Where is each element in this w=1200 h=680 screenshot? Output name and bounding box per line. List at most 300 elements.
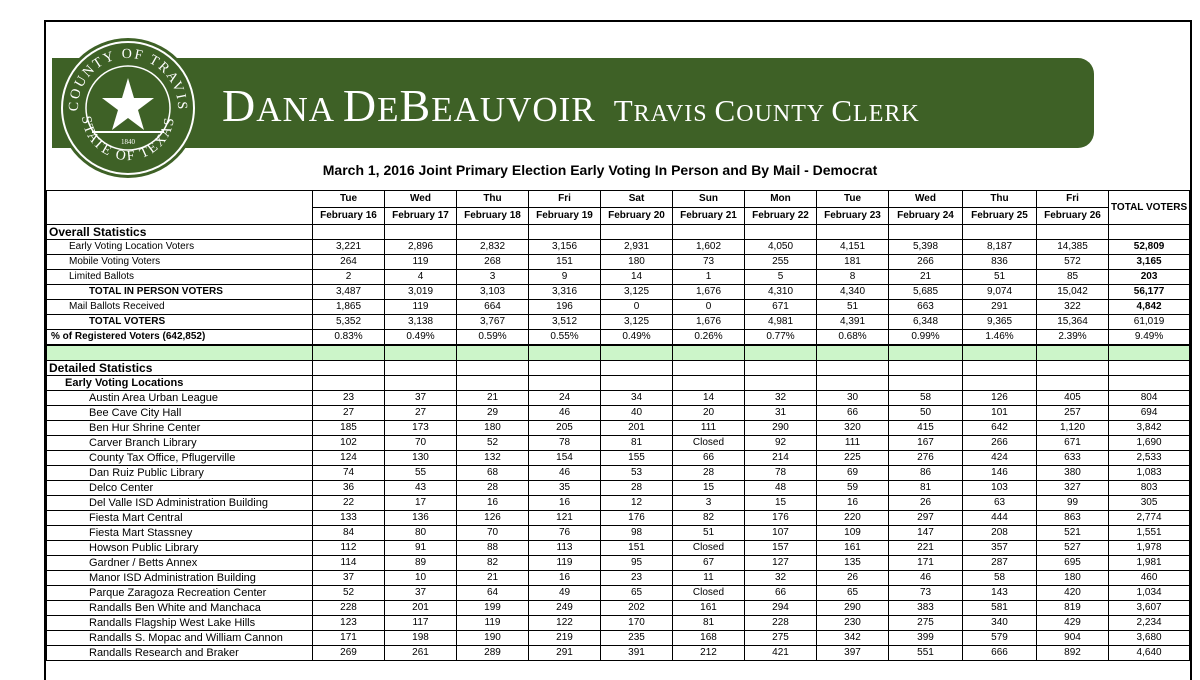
value-cell: 102 — [313, 436, 385, 451]
value-cell: 67 — [673, 556, 745, 571]
value-cell: 76 — [529, 526, 601, 541]
value-cell: 15 — [673, 481, 745, 496]
empty-cell — [963, 376, 1037, 391]
value-cell: 111 — [673, 421, 745, 436]
value-cell: Closed — [673, 541, 745, 556]
empty-cell — [745, 376, 817, 391]
value-cell: 16 — [817, 496, 889, 511]
value-cell: 892 — [1037, 646, 1109, 661]
empty-cell — [457, 361, 529, 376]
empty-cell — [1109, 225, 1190, 240]
value-cell: 8 — [817, 270, 889, 285]
value-cell: 73 — [889, 586, 963, 601]
day-header: Thu — [457, 191, 529, 208]
value-cell: 23 — [601, 571, 673, 586]
clerk-brand — [222, 79, 920, 132]
day-header: Fri — [529, 191, 601, 208]
value-cell: 65 — [817, 586, 889, 601]
empty-cell — [963, 361, 1037, 376]
value-cell: 122 — [529, 616, 601, 631]
value-cell: 52 — [457, 436, 529, 451]
value-cell: 119 — [529, 556, 601, 571]
value-cell: 4,340 — [817, 285, 889, 300]
location-row — [47, 436, 1190, 451]
location-row — [47, 646, 1190, 661]
empty-cell — [963, 345, 1037, 361]
empty-cell — [745, 345, 817, 361]
value-cell: 29 — [457, 406, 529, 421]
value-cell: 340 — [963, 616, 1037, 631]
location-name: Ben Hur Shrine Center — [47, 421, 313, 436]
location-row — [47, 616, 1190, 631]
value-cell: 0.68% — [817, 330, 889, 346]
row-total: 61,019 — [1109, 315, 1190, 330]
value-cell: 101 — [963, 406, 1037, 421]
value-cell: 51 — [673, 526, 745, 541]
value-cell: 151 — [529, 255, 601, 270]
registered-voters-pct-row — [47, 330, 1190, 346]
day-header: Wed — [889, 191, 963, 208]
row-total: 305 — [1109, 496, 1190, 511]
value-cell: 357 — [963, 541, 1037, 556]
value-cell: 1,865 — [313, 300, 385, 315]
value-cell: 276 — [889, 451, 963, 466]
value-cell: 161 — [817, 541, 889, 556]
value-cell: 579 — [963, 631, 1037, 646]
value-cell: 103 — [963, 481, 1037, 496]
value-cell: 167 — [889, 436, 963, 451]
document-title: March 1, 2016 Joint Primary Election Early Voting In Person and By Mail - Democrat — [322, 162, 878, 178]
value-cell: 117 — [385, 616, 457, 631]
value-cell: 294 — [745, 601, 817, 616]
empty-cell — [313, 361, 385, 376]
value-cell: 287 — [963, 556, 1037, 571]
empty-cell — [601, 225, 673, 240]
header-days-row — [47, 191, 1190, 208]
row-total: 2,234 — [1109, 616, 1190, 631]
value-cell: 132 — [457, 451, 529, 466]
value-cell: 205 — [529, 421, 601, 436]
empty-cell — [889, 345, 963, 361]
value-cell: 86 — [889, 466, 963, 481]
value-cell: 2 — [313, 270, 385, 285]
overall-row — [47, 315, 1190, 330]
location-name: Howson Public Library — [47, 541, 313, 556]
value-cell: 3 — [673, 496, 745, 511]
date-header: February 18 — [457, 208, 529, 225]
row-label: TOTAL IN PERSON VOTERS — [47, 285, 313, 300]
empty-cell — [457, 225, 529, 240]
value-cell: 3,138 — [385, 315, 457, 330]
value-cell: 235 — [601, 631, 673, 646]
value-cell: 82 — [673, 511, 745, 526]
row-total: 803 — [1109, 481, 1190, 496]
value-cell: 15 — [745, 496, 817, 511]
value-cell: 249 — [529, 601, 601, 616]
value-cell: 3,125 — [601, 315, 673, 330]
row-total: 460 — [1109, 571, 1190, 586]
value-cell: 415 — [889, 421, 963, 436]
overall-row — [47, 240, 1190, 255]
location-row — [47, 511, 1190, 526]
value-cell: 0.49% — [601, 330, 673, 346]
empty-cell — [313, 345, 385, 361]
value-cell: 291 — [963, 300, 1037, 315]
value-cell: 155 — [601, 451, 673, 466]
value-cell: 70 — [385, 436, 457, 451]
location-row — [47, 586, 1190, 601]
empty-cell — [673, 361, 745, 376]
location-row — [47, 496, 1190, 511]
empty-cell — [745, 361, 817, 376]
value-cell: 180 — [601, 255, 673, 270]
empty-cell — [817, 225, 889, 240]
value-cell: 26 — [889, 496, 963, 511]
value-cell: 66 — [673, 451, 745, 466]
value-cell: 26 — [817, 571, 889, 586]
location-name: Parque Zaragoza Recreation Center — [47, 586, 313, 601]
value-cell: 291 — [529, 646, 601, 661]
value-cell: 78 — [529, 436, 601, 451]
empty-cell — [1037, 376, 1109, 391]
value-cell: 289 — [457, 646, 529, 661]
location-name: Austin Area Urban League — [47, 391, 313, 406]
value-cell: 171 — [889, 556, 963, 571]
value-cell: 4,981 — [745, 315, 817, 330]
value-cell: 12 — [601, 496, 673, 511]
overall-row — [47, 300, 1190, 315]
value-cell: 52 — [313, 586, 385, 601]
value-cell: 1,676 — [673, 285, 745, 300]
empty-cell — [673, 345, 745, 361]
value-cell: 8,187 — [963, 240, 1037, 255]
date-header: February 26 — [1037, 208, 1109, 225]
value-cell: 322 — [1037, 300, 1109, 315]
clerk-office: TRAVIS COUNTY CLERK — [613, 93, 920, 128]
value-cell: 228 — [313, 601, 385, 616]
empty-cell — [673, 376, 745, 391]
value-cell: 444 — [963, 511, 1037, 526]
row-total: 1,978 — [1109, 541, 1190, 556]
value-cell: 32 — [745, 391, 817, 406]
value-cell: 342 — [817, 631, 889, 646]
location-name: Dan Ruiz Public Library — [47, 466, 313, 481]
value-cell: 2,931 — [601, 240, 673, 255]
value-cell: 2,896 — [385, 240, 457, 255]
value-cell: 269 — [313, 646, 385, 661]
value-cell: 126 — [963, 391, 1037, 406]
value-cell: 58 — [889, 391, 963, 406]
value-cell: 4,151 — [817, 240, 889, 255]
value-cell: 219 — [529, 631, 601, 646]
location-row — [47, 481, 1190, 496]
day-header: Mon — [745, 191, 817, 208]
value-cell: 171 — [313, 631, 385, 646]
value-cell: 81 — [673, 616, 745, 631]
location-name: County Tax Office, Pflugerville — [47, 451, 313, 466]
value-cell: 98 — [601, 526, 673, 541]
early-voting-table — [46, 190, 1190, 661]
seal-top-text: COUNTY OF TRAVIS — [66, 46, 190, 112]
value-cell: 119 — [385, 300, 457, 315]
value-cell: 55 — [385, 466, 457, 481]
value-cell: 4,391 — [817, 315, 889, 330]
value-cell: 4 — [385, 270, 457, 285]
value-cell: 22 — [313, 496, 385, 511]
value-cell: 201 — [385, 601, 457, 616]
value-cell: 135 — [817, 556, 889, 571]
location-name: Carver Branch Library — [47, 436, 313, 451]
row-total: 203 — [1109, 270, 1190, 285]
overall-row — [47, 285, 1190, 300]
location-row — [47, 631, 1190, 646]
value-cell: 663 — [889, 300, 963, 315]
value-cell: 2,832 — [457, 240, 529, 255]
value-cell: 3,103 — [457, 285, 529, 300]
empty-cell — [313, 376, 385, 391]
empty-cell — [385, 361, 457, 376]
value-cell: 80 — [385, 526, 457, 541]
value-cell: 220 — [817, 511, 889, 526]
value-cell: 130 — [385, 451, 457, 466]
value-cell: 320 — [817, 421, 889, 436]
empty-cell — [601, 345, 673, 361]
value-cell: 119 — [385, 255, 457, 270]
row-total: 1,034 — [1109, 586, 1190, 601]
empty-cell — [963, 225, 1037, 240]
empty-cell — [817, 361, 889, 376]
value-cell: 81 — [889, 481, 963, 496]
value-cell: 327 — [1037, 481, 1109, 496]
location-name: Randalls Flagship West Lake Hills — [47, 616, 313, 631]
value-cell: 81 — [601, 436, 673, 451]
location-row — [47, 541, 1190, 556]
value-cell: 904 — [1037, 631, 1109, 646]
location-name: Delco Center — [47, 481, 313, 496]
value-cell: 51 — [817, 300, 889, 315]
value-cell: 5 — [745, 270, 817, 285]
value-cell: 190 — [457, 631, 529, 646]
value-cell: 21 — [457, 391, 529, 406]
value-cell: 3,019 — [385, 285, 457, 300]
value-cell: 0 — [601, 300, 673, 315]
value-cell: 185 — [313, 421, 385, 436]
value-cell: 221 — [889, 541, 963, 556]
row-total: 4,842 — [1109, 300, 1190, 315]
value-cell: 121 — [529, 511, 601, 526]
overall-heading-row — [47, 225, 1190, 240]
value-cell: 671 — [745, 300, 817, 315]
row-label: Early Voting Location Voters — [47, 240, 313, 255]
row-label: TOTAL VOTERS — [47, 315, 313, 330]
value-cell: 126 — [457, 511, 529, 526]
empty-cell — [457, 345, 529, 361]
value-cell: 43 — [385, 481, 457, 496]
value-cell: 3,512 — [529, 315, 601, 330]
value-cell: 521 — [1037, 526, 1109, 541]
value-cell: 3,221 — [313, 240, 385, 255]
value-cell: 9,365 — [963, 315, 1037, 330]
value-cell: 89 — [385, 556, 457, 571]
row-total: 3,607 — [1109, 601, 1190, 616]
value-cell: 0.55% — [529, 330, 601, 346]
row-label: Limited Ballots — [47, 270, 313, 285]
empty-cell — [889, 225, 963, 240]
location-name: Randalls Research and Braker — [47, 646, 313, 661]
value-cell: 1.46% — [963, 330, 1037, 346]
value-cell: 1,120 — [1037, 421, 1109, 436]
day-header: Sun — [673, 191, 745, 208]
value-cell: 199 — [457, 601, 529, 616]
value-cell: 143 — [963, 586, 1037, 601]
value-cell: 37 — [385, 391, 457, 406]
value-cell: 82 — [457, 556, 529, 571]
location-name: Fiesta Mart Stassney — [47, 526, 313, 541]
row-label: Mail Ballots Received — [47, 300, 313, 315]
location-name: Randalls S. Mopac and William Cannon — [47, 631, 313, 646]
empty-cell — [1109, 376, 1190, 391]
detailed-heading-row — [47, 361, 1190, 376]
value-cell: 70 — [457, 526, 529, 541]
value-cell: 50 — [889, 406, 963, 421]
day-header: Wed — [385, 191, 457, 208]
value-cell: 0.77% — [745, 330, 817, 346]
value-cell: 3,316 — [529, 285, 601, 300]
value-cell: 63 — [963, 496, 1037, 511]
value-cell: 35 — [529, 481, 601, 496]
value-cell: 3 — [457, 270, 529, 285]
section-divider-row — [47, 345, 1190, 361]
value-cell: 36 — [313, 481, 385, 496]
value-cell: 275 — [745, 631, 817, 646]
value-cell: 27 — [385, 406, 457, 421]
value-cell: 397 — [817, 646, 889, 661]
value-cell: 405 — [1037, 391, 1109, 406]
value-cell: 391 — [601, 646, 673, 661]
value-cell: 3,487 — [313, 285, 385, 300]
value-cell: 146 — [963, 466, 1037, 481]
day-header: Sat — [601, 191, 673, 208]
total-voters-header: TOTAL VOTERS — [1109, 191, 1190, 225]
value-cell: 34 — [601, 391, 673, 406]
row-total: 1,981 — [1109, 556, 1190, 571]
value-cell: 551 — [889, 646, 963, 661]
value-cell: 109 — [817, 526, 889, 541]
row-total: 1,083 — [1109, 466, 1190, 481]
value-cell: 4,050 — [745, 240, 817, 255]
value-cell: 113 — [529, 541, 601, 556]
value-cell: 228 — [745, 616, 817, 631]
value-cell: 15,042 — [1037, 285, 1109, 300]
value-cell: 3,767 — [457, 315, 529, 330]
value-cell: 527 — [1037, 541, 1109, 556]
value-cell: 266 — [963, 436, 1037, 451]
value-cell: 214 — [745, 451, 817, 466]
value-cell: 0.49% — [385, 330, 457, 346]
value-cell: 37 — [313, 571, 385, 586]
value-cell: 28 — [457, 481, 529, 496]
value-cell: 65 — [601, 586, 673, 601]
value-cell: 420 — [1037, 586, 1109, 601]
early-voting-locations-heading: Early Voting Locations — [47, 376, 313, 391]
value-cell: 399 — [889, 631, 963, 646]
value-cell: 16 — [529, 571, 601, 586]
value-cell: 88 — [457, 541, 529, 556]
row-total: 3,680 — [1109, 631, 1190, 646]
location-name: Fiesta Mart Central — [47, 511, 313, 526]
row-total: 1,551 — [1109, 526, 1190, 541]
empty-cell — [601, 361, 673, 376]
value-cell: 168 — [673, 631, 745, 646]
value-cell: 58 — [963, 571, 1037, 586]
value-cell: 290 — [745, 421, 817, 436]
day-header: Tue — [313, 191, 385, 208]
value-cell: 91 — [385, 541, 457, 556]
value-cell: 14,385 — [1037, 240, 1109, 255]
empty-cell — [385, 376, 457, 391]
value-cell: 3,156 — [529, 240, 601, 255]
empty-cell — [529, 225, 601, 240]
value-cell: 136 — [385, 511, 457, 526]
value-cell: 127 — [745, 556, 817, 571]
value-cell: 28 — [601, 481, 673, 496]
value-cell: 123 — [313, 616, 385, 631]
value-cell: 170 — [601, 616, 673, 631]
date-header: February 23 — [817, 208, 889, 225]
value-cell: 666 — [963, 646, 1037, 661]
location-name: Randalls Ben White and Manchaca — [47, 601, 313, 616]
value-cell: 264 — [313, 255, 385, 270]
value-cell: 111 — [817, 436, 889, 451]
value-cell: 68 — [457, 466, 529, 481]
value-cell: 176 — [745, 511, 817, 526]
location-row — [47, 571, 1190, 586]
row-total: 9.49% — [1109, 330, 1190, 346]
value-cell: 95 — [601, 556, 673, 571]
row-total: 694 — [1109, 406, 1190, 421]
value-cell: 40 — [601, 406, 673, 421]
row-total: 3,165 — [1109, 255, 1190, 270]
location-row — [47, 601, 1190, 616]
date-header: February 22 — [745, 208, 817, 225]
value-cell: 5,685 — [889, 285, 963, 300]
value-cell: 290 — [817, 601, 889, 616]
value-cell: 4,310 — [745, 285, 817, 300]
value-cell: 10 — [385, 571, 457, 586]
clerk-name: DANA DEBEAUVOIR — [222, 80, 596, 131]
row-total: 56,177 — [1109, 285, 1190, 300]
value-cell: 0.83% — [313, 330, 385, 346]
overall-row — [47, 255, 1190, 270]
value-cell: 11 — [673, 571, 745, 586]
value-cell: 380 — [1037, 466, 1109, 481]
row-total: 3,842 — [1109, 421, 1190, 436]
value-cell: 20 — [673, 406, 745, 421]
value-cell: 268 — [457, 255, 529, 270]
value-cell: 53 — [601, 466, 673, 481]
location-row — [47, 526, 1190, 541]
value-cell: 66 — [745, 586, 817, 601]
value-cell: 572 — [1037, 255, 1109, 270]
value-cell: 46 — [529, 466, 601, 481]
empty-cell — [1037, 361, 1109, 376]
value-cell: 230 — [817, 616, 889, 631]
value-cell: 261 — [385, 646, 457, 661]
value-cell: 92 — [745, 436, 817, 451]
empty-cell — [47, 345, 313, 361]
value-cell: 6,348 — [889, 315, 963, 330]
locations-subheading-row — [47, 376, 1190, 391]
